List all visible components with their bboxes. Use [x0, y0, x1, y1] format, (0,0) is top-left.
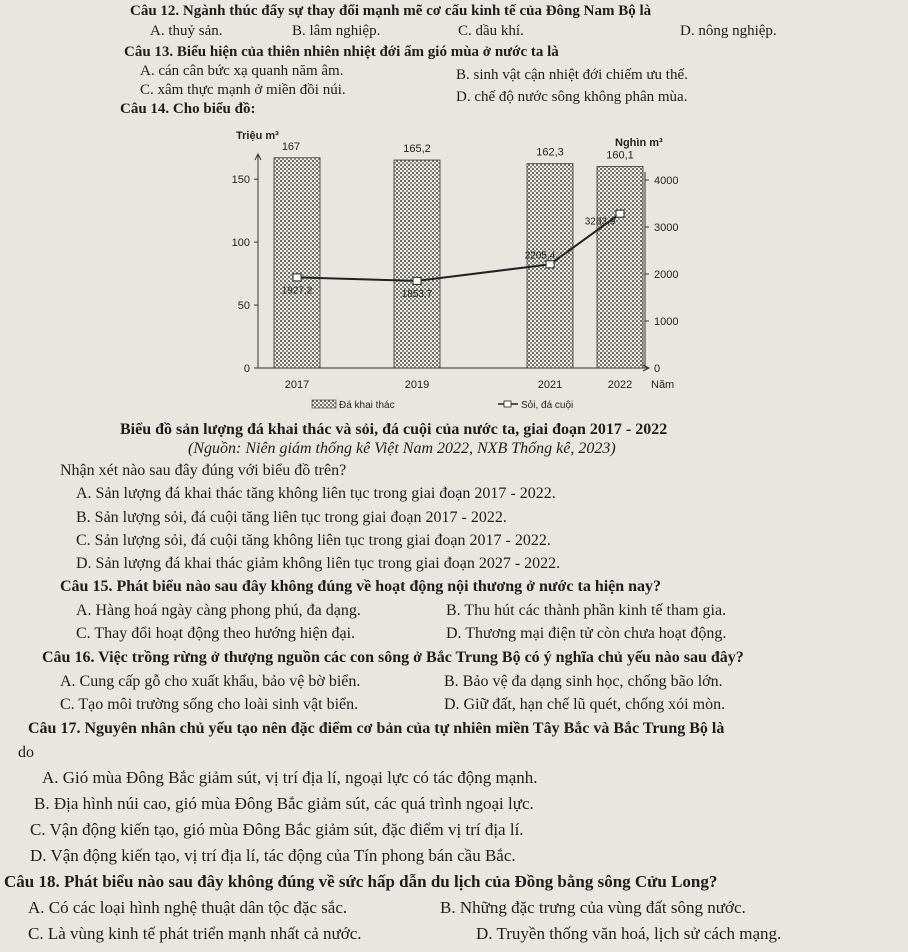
bar-value-label: 162,3: [536, 146, 564, 159]
legend-bar-swatch: [312, 400, 336, 408]
q14-option-c[interactable]: C. Sản lượng sỏi, đá cuội tăng không liên tục trong giai đoạn 2017 - 2022.: [76, 532, 551, 549]
chart-source: (Nguồn: Niên giám thống kê Việt Nam 2022, NXB Thống kê, 2023): [188, 440, 616, 457]
left-tick-label: 100: [231, 237, 250, 250]
line-value-label: 1853,7: [401, 288, 433, 300]
q12-option-b[interactable]: B. lâm nghiệp.: [292, 23, 381, 39]
line-point: [293, 274, 301, 281]
x-axis-label: Năm: [651, 379, 675, 391]
q12-option-a[interactable]: A. thuỷ sản.: [150, 23, 223, 39]
right-tick-label: 2000: [654, 269, 679, 281]
q15-option-b[interactable]: B. Thu hút các thành phần kinh tế tham gia.: [446, 602, 727, 619]
bar-value-label: 167: [281, 140, 301, 153]
q18-option-d[interactable]: D. Truyền thống văn hoá, lịch sử cách mạng.: [476, 924, 782, 943]
production-chart: [200, 128, 710, 420]
q16-option-b[interactable]: B. Bảo vệ đa dạng sinh học, chống bão lớn.: [444, 673, 723, 690]
left-tick-label: 50: [237, 300, 250, 313]
q18-stem: Câu 18. Phát biểu nào sau đây không đúng về sức hấp dẫn du lịch của Đồng bằng sông Cửu Long?: [4, 872, 718, 891]
line-value-label: 2205,4: [524, 250, 556, 262]
q14-option-d[interactable]: D. Sản lượng đá khai thác giảm không liên tục trong giai đoạn 2027 - 2022.: [76, 555, 561, 572]
q14-question: Nhận xét nào sau đây đúng với biểu đồ trên?: [60, 462, 347, 479]
chart-title: Biểu đồ sản lượng đá khai thác và sỏi, đá cuội của nước ta, giai đoạn 2017 - 2022: [120, 421, 668, 438]
x-tick-label: 2021: [537, 379, 563, 391]
q17-option-d[interactable]: D. Vận động kiến tạo, vị trí địa lí, tác động của Tín phong bán cầu Bắc.: [30, 846, 516, 865]
q18-option-c[interactable]: C. Là vùng kinh tế phát triển mạnh nhất cả nước.: [28, 924, 362, 943]
left-tick-label: 150: [231, 174, 250, 187]
right-tick-label: 3000: [654, 222, 679, 234]
left-tick-label: 0: [243, 363, 250, 375]
q15-stem: Câu 15. Phát biểu nào sau đây không đúng về hoạt động nội thương ở nước ta hiện nay?: [60, 578, 662, 595]
q13-option-b[interactable]: B. sinh vật cận nhiệt đới chiếm ưu thế.: [456, 67, 688, 83]
q15-option-d[interactable]: D. Thương mại điện tử còn chưa hoạt động.: [446, 625, 727, 642]
left-axis-label: Triệu m³: [236, 130, 279, 142]
q17-option-c[interactable]: C. Vận động kiến tạo, gió mùa Đông Bắc giảm sút, đặc điểm vị trí địa lí.: [30, 820, 524, 839]
x-tick-label: 2019: [404, 379, 430, 391]
legend-line-marker: [504, 401, 511, 407]
q18-option-b[interactable]: B. Những đặc trưng của vùng đất sông nước.: [440, 898, 746, 917]
line-value-label: 1927,2: [281, 285, 313, 297]
q14-stem: Câu 14. Cho biểu đồ:: [120, 101, 256, 117]
q17-stem-cont: do: [18, 744, 34, 761]
q13-option-d[interactable]: D. chế độ nước sông không phân mùa.: [456, 89, 688, 105]
bar-da-khai-thac: [597, 166, 643, 368]
q14-option-a[interactable]: A. Sản lượng đá khai thác tăng không liên tục trong giai đoạn 2017 - 2022.: [76, 485, 556, 502]
line-point: [546, 261, 554, 268]
q18-option-a[interactable]: A. Có các loại hình nghệ thuật dân tộc đặc sắc.: [28, 898, 348, 917]
bar-value-label: 160,1: [606, 149, 634, 162]
line-point: [413, 277, 421, 284]
q15-option-c[interactable]: C. Thay đổi hoạt động theo hướng hiện đại.: [76, 625, 356, 642]
right-tick-label: 4000: [654, 175, 679, 187]
q12-option-c[interactable]: C. dầu khí.: [458, 23, 524, 39]
q15-option-a[interactable]: A. Hàng hoá ngày càng phong phú, đa dạng.: [76, 602, 361, 619]
bar-da-khai-thac: [274, 158, 320, 368]
x-tick-label: 2022: [607, 379, 633, 391]
line-point: [616, 210, 624, 217]
q13-option-a[interactable]: A. cán cân bức xạ quanh năm âm.: [140, 63, 344, 79]
q16-stem: Câu 16. Việc trồng rừng ở thượng nguồn các con sông ở Bắc Trung Bộ có ý nghĩa chủ yếu nào sau đây?: [42, 649, 744, 666]
legend-line-label: Sỏi, đá cuội: [521, 400, 574, 411]
right-axis-label: Nghìn m³: [615, 137, 663, 149]
bar-da-khai-thac: [394, 160, 440, 368]
q12-stem: Câu 12. Ngành thúc đẩy sự thay đổi mạnh mẽ cơ cấu kinh tế của Đông Nam Bộ là: [130, 3, 652, 19]
q13-option-c[interactable]: C. xâm thực mạnh ở miền đồi núi.: [140, 82, 346, 98]
q17-stem: Câu 17. Nguyên nhân chủ yếu tạo nên đặc điểm cơ bản của tự nhiên miền Tây Bắc và Bắc Trung Bộ là: [28, 720, 725, 737]
q16-option-d[interactable]: D. Giữ đất, hạn chế lũ quét, chống xói mòn.: [444, 696, 726, 713]
legend-bar-label: Đá khai thác: [339, 400, 395, 411]
q16-option-a[interactable]: A. Cung cấp gỗ cho xuất khẩu, bảo vệ bờ biển.: [60, 673, 361, 690]
x-tick-label: 2017: [284, 379, 310, 391]
bar-value-label: 165,2: [403, 143, 431, 156]
q14-option-b[interactable]: B. Sản lượng sỏi, đá cuội tăng liên tục trong giai đoạn 2017 - 2022.: [76, 509, 507, 526]
q13-stem: Câu 13. Biểu hiện của thiên nhiên nhiệt đới ẩm gió mùa ở nước ta là: [124, 44, 559, 60]
line-value-label: 3283,9: [584, 216, 616, 228]
q16-option-c[interactable]: C. Tạo môi trường sống cho loài sinh vật biển.: [60, 696, 359, 713]
q17-option-b[interactable]: B. Địa hình núi cao, gió mùa Đông Bắc giảm sút, các quá trình ngoại lực.: [34, 794, 534, 813]
right-tick-label: 0: [654, 363, 661, 375]
q17-option-a[interactable]: A. Gió mùa Đông Bắc giảm sút, vị trí địa lí, ngoại lực có tác động mạnh.: [42, 768, 538, 787]
q12-option-d[interactable]: D. nông nghiệp.: [680, 23, 777, 39]
right-tick-label: 1000: [654, 316, 679, 328]
